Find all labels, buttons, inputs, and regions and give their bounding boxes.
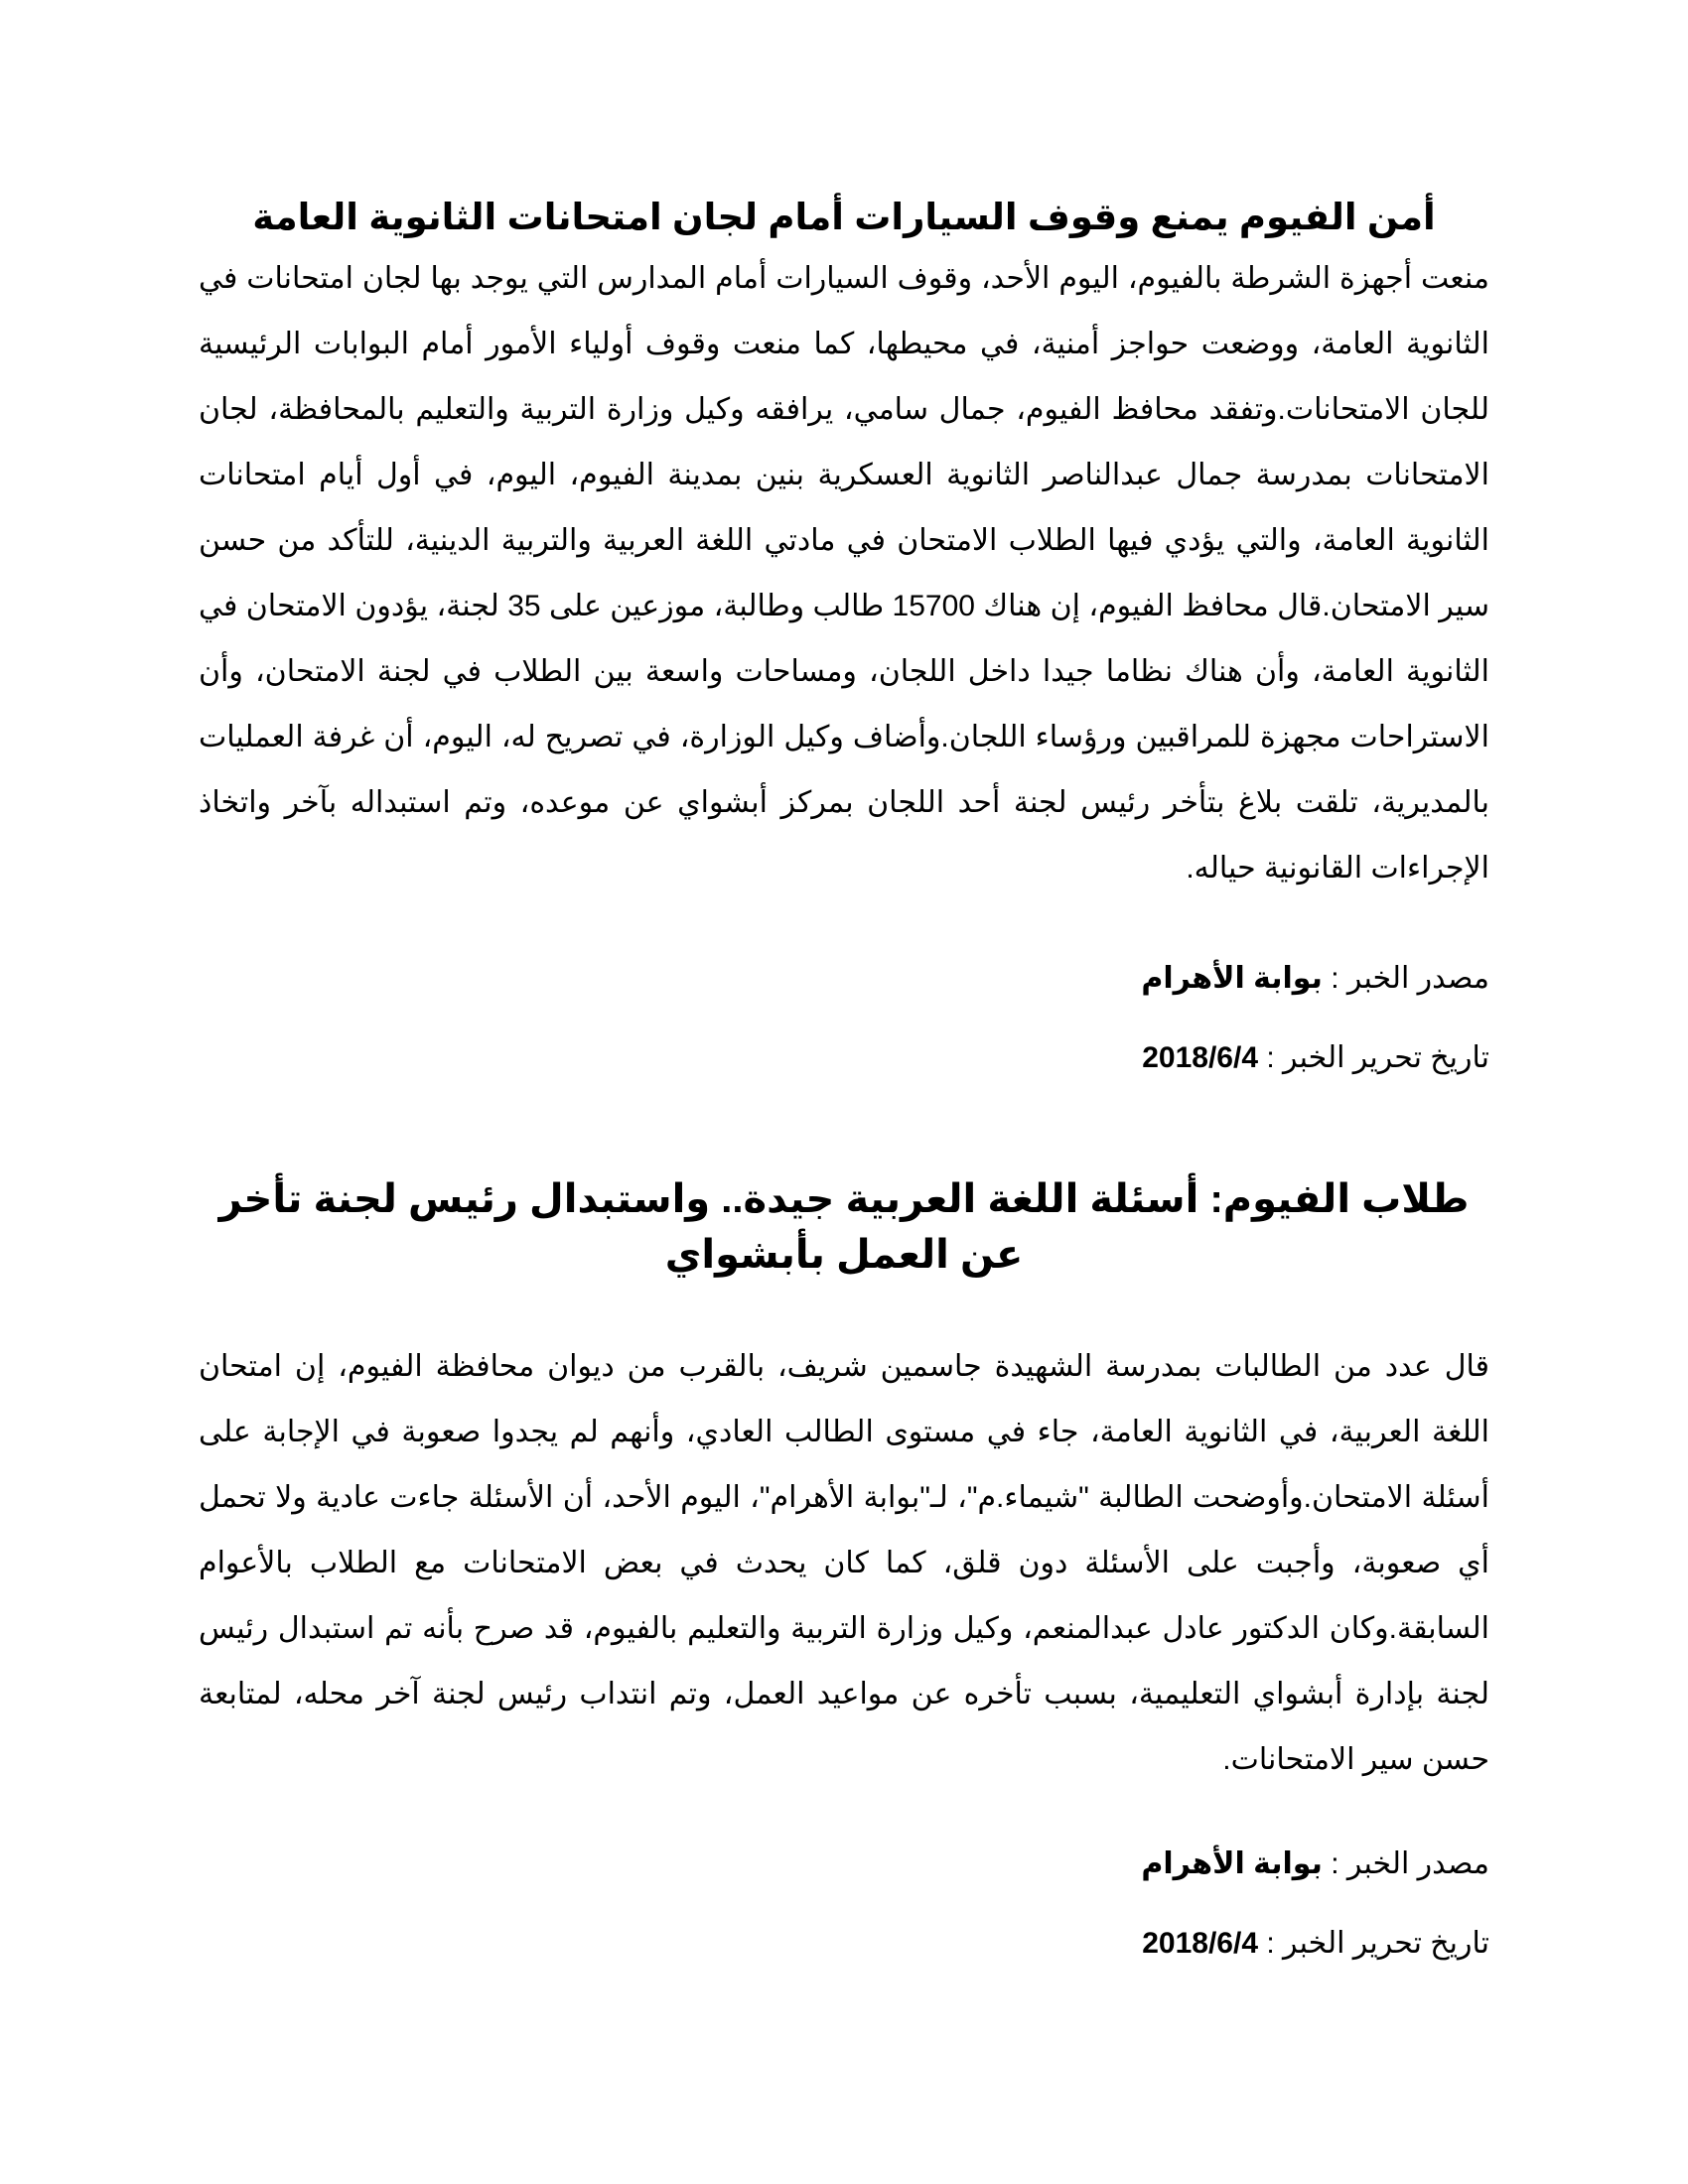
article-source xyxy=(199,1844,1489,1884)
article-body: قال عدد من الطالبات بمدرسة الشهيدة جاسمين شريف، بالقرب من ديوان محافظة الفيوم، إن امتحان اللغة العربية، في الثانوية العامة، جاء في مستوى الطالب العادي، وأنهم لم يجدوا صعوبة في الإجابة على أسئلة الامتحان.وأوضحت الطالبة "شيماء.م"، لـ"بوابة الأهرام"، اليوم الأحد، أن الأسئلة جاءت عادية ولا تحمل أي صعوبة، وأجبت على الأسئلة دون قلق، كما كان يحدث في بعض الامتحانات مع الطلاب بالأعوام السابقة.وكان الدكتور عادل عبدالمنعم، وكيل وزارة التربية والتعليم بالفيوم، قد صرح بأنه تم استبدال رئيس لجنة بإدارة أبشواي التعليمية، بسبب تأخره عن مواعيد العمل، وتم انتداب رئيس لجنة آخر محله، لمتابعة حسن سير الامتحانات. xyxy=(199,1350,1489,1776)
source-value: بوابة الأهرام xyxy=(1141,1847,1323,1880)
source-label: مصدر الخبر : xyxy=(1322,1847,1489,1880)
article-date xyxy=(199,1924,1489,1964)
news-article xyxy=(199,1171,1489,1964)
source-value: بوابة الأهرام xyxy=(1141,962,1323,995)
article-source xyxy=(199,959,1489,999)
date-value: 2018/6/4 xyxy=(1142,1041,1259,1074)
date-label: تاريخ تحرير الخبر : xyxy=(1258,1041,1489,1074)
news-article xyxy=(199,189,1489,1078)
article-headline: أمن الفيوم يمنع وقوف السيارات أمام لجان امتحانات الثانوية العامة xyxy=(252,197,1436,237)
article-date xyxy=(199,1038,1489,1078)
article-body: منعت أجهزة الشرطة بالفيوم، اليوم الأحد، وقوف السيارات أمام المدارس التي يوجد بها لجان امتحانات في الثانوية العامة، ووضعت حواجز أمنية، في محيطها، كما منعت وقوف أولياء الأمور أمام البوابات الرئيسية للجان الامتحانات.وتفقد محافظ الفيوم، جمال سامي، يرافقه وكيل وزارة التربية والتعليم بالمحافظة، لجان الامتحانات بمدرسة جمال عبدالناصر الثانوية العسكرية بنين بمدينة الفيوم، اليوم، في أول أيام امتحانات الثانوية العامة، والتي يؤدي فيها الطلاب الامتحان في مادتي اللغة العربية والتربية الدينية، للتأكد من حسن سير الامتحان.قال محافظ الفيوم، إن هناك 15700 طالب وطالبة، موزعين على 35 لجنة، يؤدون الامتحان في الثانوية العامة، وأن هناك نظاما جيدا داخل اللجان، ومساحات واسعة بين الطلاب في لجنة الامتحان، وأن الاستراحات مجهزة للمراقبين ورؤساء اللجان.وأضاف وكيل الوزارة، في تصريح له، اليوم، أن غرفة العمليات بالمديرية، تلقت بلاغ بتأخر رئيس لجنة أحد اللجان بمركز أبشواي عن موعده، وتم استبداله بآخر واتخاذ الإجراءات القانونية حياله. xyxy=(199,262,1489,885)
article-headline: طلاب الفيوم: أسئلة اللغة العربية جيدة.. واستبدال رئيس لجنة تأخر عن العمل بأبشواي xyxy=(218,1177,1470,1277)
date-value: 2018/6/4 xyxy=(1142,1927,1259,1960)
source-label: مصدر الخبر : xyxy=(1322,962,1489,995)
date-label: تاريخ تحرير الخبر : xyxy=(1258,1927,1489,1960)
